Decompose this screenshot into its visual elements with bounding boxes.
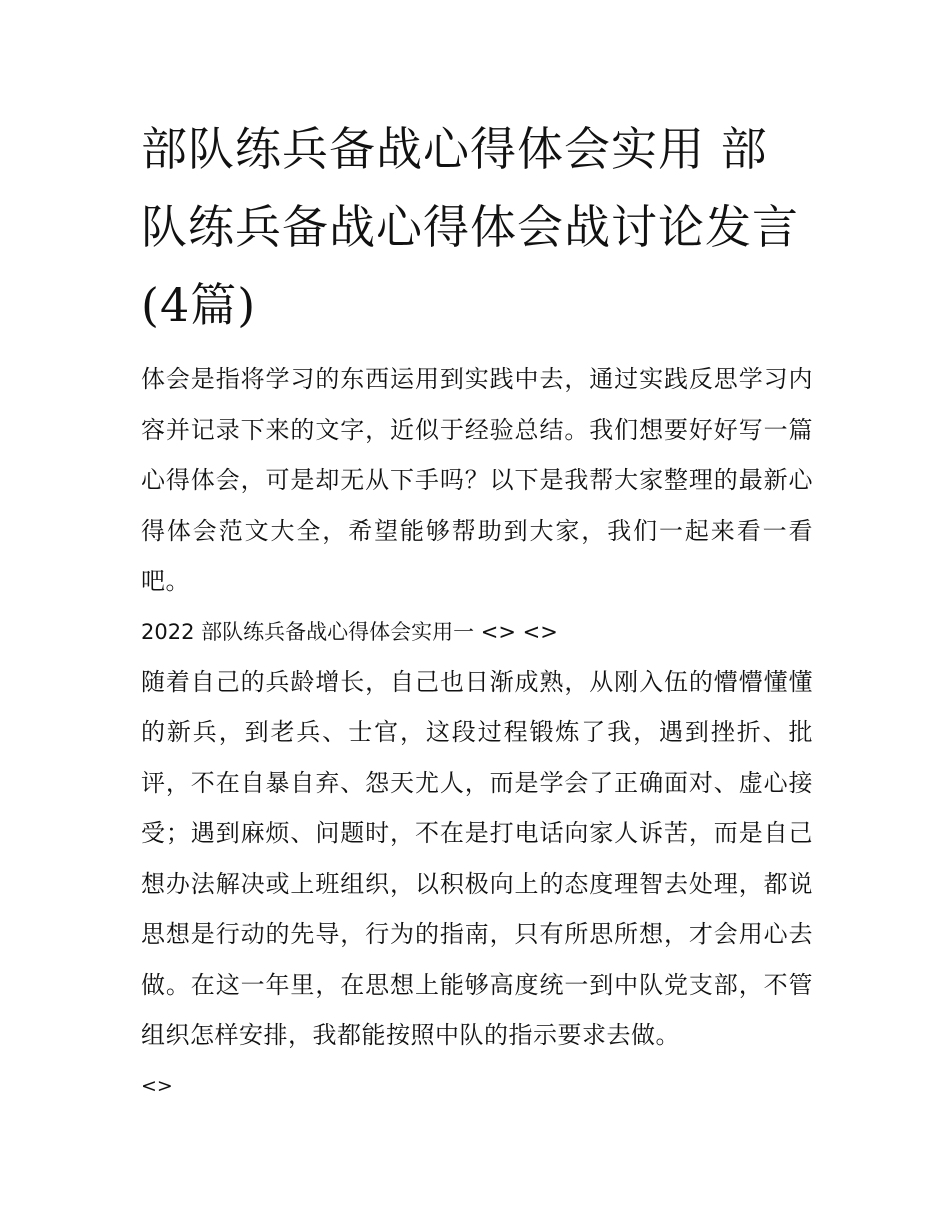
document-title: 部队练兵备战心得体会实用 部队练兵备战心得体会战讨论发言(4篇) [141,122,799,332]
body-paragraph: 随着自己的兵龄增长，自己也日渐成熟，从刚入伍的懵懵懂懂的新兵，到老兵、士官，这段过程锻炼了我，遇到挫折、批评，不在自暴自弃、怨天尤人，而是学会了正确面对、虚心接受；遇到麻烦、问题时，不在是打电话向家人诉苦，而是自己想办法解决或上班组织，以积极向上的态度理智去处理，都说思想是行动的先导，行为的指南，只有所思所想，才会用心去做。在这一年里，在思想上能够高度统一到中队党支部，不管组织怎样安排，我都能按照中队的指示要求去做。 [141,667,813,1049]
intro-paragraph: 体会是指将学习的东西运用到实践中去，通过实践反思学习内容并记录下来的文字，近似于经验总结。我们想要好好写一篇心得体会，可是却无从下手吗？以下是我帮大家整理的最新心得体会范文大全，希望能够帮助到大家，我们一起来看一看吧。 [141,365,813,595]
end-marker: <> [141,1074,173,1097]
section-heading: 2022 部队练兵备战心得体会实用一 <> <> [141,619,558,644]
document-page [141,110,813,1111]
